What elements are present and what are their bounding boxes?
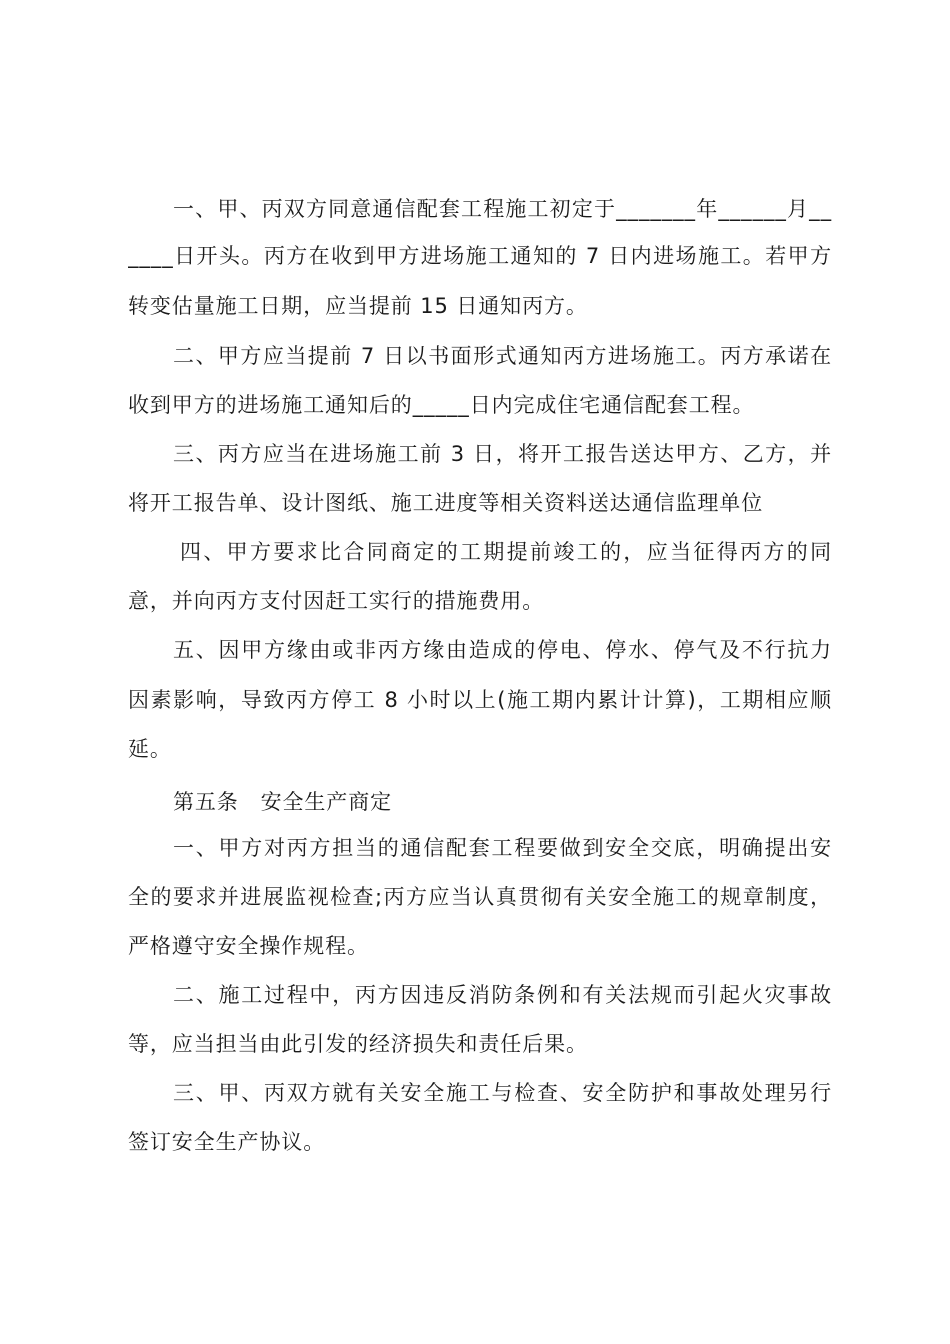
paragraph-8-line-1: 三、甲、丙双方就有关安全施工与检查、安全防护和事故处理另行	[173, 1081, 832, 1105]
paragraph-1-line-1: 一、甲、丙双方同意通信配套工程施工初定于_______年______月__	[173, 197, 832, 221]
paragraph-5-line-1: 五、因甲方缘由或非丙方缘由造成的停电、停水、停气及不行抗力	[173, 638, 832, 662]
paragraph-3-line-1: 三、丙方应当在进场施工前 3 日，将开工报告送达甲方、乙方，并	[173, 442, 832, 466]
paragraph-1-line-3: 转变估量施工日期，应当提前 15 日通知丙方。	[128, 294, 588, 318]
paragraph-4-line-1: 四、甲方要求比合同商定的工期提前竣工的，应当征得丙方的同	[180, 540, 832, 564]
paragraph-8-line-2: 签订安全生产协议。	[128, 1130, 326, 1154]
paragraph-6-line-2: 全的要求并进展监视检查;丙方应当认真贯彻有关安全施工的规章制度，	[128, 885, 832, 909]
paragraph-5-line-3: 延。	[128, 737, 172, 761]
section-heading: 第五条 安全生产商定	[173, 790, 392, 814]
paragraph-6-line-1: 一、甲方对丙方担当的通信配套工程要做到安全交底，明确提出安	[173, 836, 832, 860]
paragraph-1-line-2: ____日开头。丙方在收到甲方进场施工通知的 7 日内进场施工。若甲方	[128, 244, 832, 268]
paragraph-2-line-1: 二、甲方应当提前 7 日以书面形式通知丙方进场施工。丙方承诺在	[173, 344, 832, 368]
paragraph-6-line-3: 严格遵守安全操作规程。	[128, 934, 369, 958]
paragraph-4-line-2: 意，并向丙方支付因赶工实行的措施费用。	[128, 589, 545, 613]
paragraph-2-line-2: 收到甲方的进场施工通知后的_____日内完成住宅通信配套工程。	[128, 393, 755, 417]
paragraph-3-line-2: 将开工报告单、设计图纸、施工进度等相关资料送达通信监理单位	[128, 491, 764, 515]
paragraph-5-line-2: 因素影响，导致丙方停工 8 小时以上(施工期内累计计算)，工期相应顺	[128, 688, 832, 712]
paragraph-7-line-1: 二、施工过程中，丙方因违反消防条例和有关法规而引起火灾事故	[173, 983, 832, 1007]
paragraph-7-line-2: 等，应当担当由此引发的经济损失和责任后果。	[128, 1032, 588, 1056]
